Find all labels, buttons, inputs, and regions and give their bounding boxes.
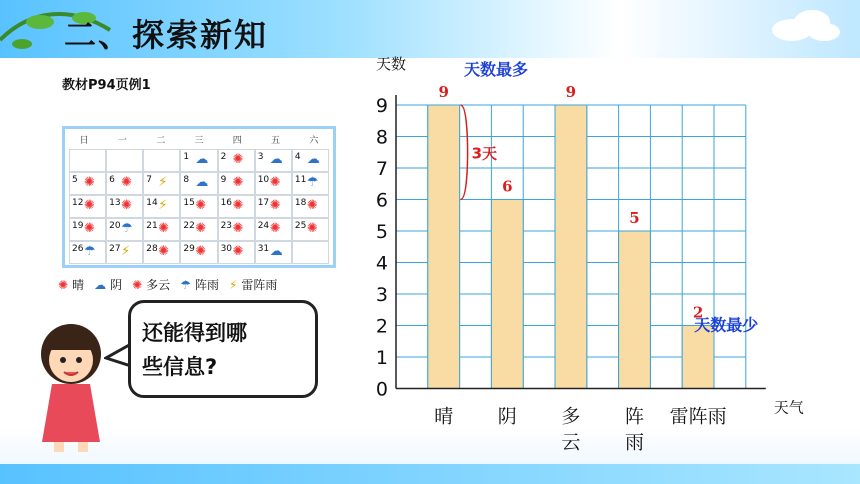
category-label: 雨: [624, 431, 645, 454]
category-label: 阴: [497, 405, 517, 428]
rain-icon: ☂: [121, 221, 133, 236]
day-number: 23: [220, 221, 233, 231]
legend-label: 多云: [146, 278, 171, 292]
day-number: 28: [146, 244, 158, 254]
sun-icon: ✺: [195, 221, 207, 236]
day-number: 4: [294, 152, 301, 162]
difference-brace: [461, 105, 468, 200]
bar-value-label: 6: [502, 177, 513, 196]
calendar-day-cell: [143, 172, 180, 195]
day-number: 19: [72, 221, 84, 231]
y-tick-label: 8: [375, 126, 388, 149]
calendar-day-cell: [180, 241, 217, 264]
calendar-day-cell: [255, 241, 292, 264]
day-number: 22: [183, 221, 195, 231]
sun-icon: ✺: [232, 175, 244, 190]
storm-icon: ⚡: [121, 244, 131, 259]
calendar-day-cell: [69, 241, 106, 264]
day-number: 21: [146, 221, 158, 231]
cloudy-icon: ☁: [269, 152, 283, 167]
weather-calendar: [62, 126, 336, 268]
sun-icon: ✺: [269, 221, 281, 236]
day-number: 27: [109, 244, 121, 254]
calendar-day-cell: [69, 149, 106, 172]
legend-label: 雷阵雨: [241, 278, 278, 292]
calendar-day-cell: [180, 149, 217, 172]
y-tick-label: 6: [375, 189, 388, 212]
calendar-day-cell: [143, 241, 180, 264]
day-number: 2: [220, 152, 227, 162]
category-label: 雷阵雨: [669, 405, 727, 428]
calendar-day-cell: [218, 195, 255, 218]
legend-label: 阵雨: [194, 278, 219, 292]
cloudy-icon: ☁: [94, 277, 107, 292]
calendar-day-cell: [218, 172, 255, 195]
max-annotation: 天数最多: [464, 60, 529, 79]
calendar-day-cell: [292, 218, 329, 241]
day-number: 31: [257, 244, 270, 254]
day-number: 8: [183, 175, 190, 185]
cloudy-icon: ☁: [195, 175, 209, 190]
legend-item: [180, 276, 219, 293]
calendar-day-cell: [106, 149, 143, 172]
bar: [555, 105, 587, 389]
sun-icon: ✺: [269, 198, 281, 213]
sun-icon: ✺: [121, 198, 133, 213]
weather-legend: [58, 276, 277, 293]
category-label: 阵: [624, 405, 645, 428]
bubble-line-2: 些信息?: [142, 355, 218, 379]
bubble-line-1: 还能得到哪: [142, 321, 247, 345]
sun-icon: ✺: [84, 221, 95, 236]
y-tick-label: 5: [375, 221, 388, 243]
sun-icon: ✺: [121, 175, 133, 190]
day-number: 16: [220, 198, 233, 208]
weekday-label: 四: [232, 135, 242, 146]
storm-icon: ⚡: [228, 277, 238, 292]
storm-icon: ⚡: [158, 175, 168, 190]
sun-icon: ✺: [84, 198, 95, 213]
day-number: 1: [183, 152, 190, 162]
calendar-day-cell: [106, 195, 143, 218]
y-tick-label: 4: [375, 252, 388, 275]
day-number: 13: [109, 198, 121, 208]
sun-icon: ✺: [84, 175, 95, 190]
calendar-day-cell: [255, 149, 292, 172]
textbook-reference: 教材P94页例1: [62, 78, 151, 93]
calendar-day-cell: [292, 149, 329, 172]
y-axis-label: 天数: [376, 55, 407, 73]
legend-item: [58, 276, 84, 293]
day-number: 12: [72, 198, 84, 208]
calendar-day-cell: [255, 172, 292, 195]
category-label: 云: [561, 431, 581, 454]
sun-icon: ✺: [195, 244, 207, 259]
calendar-weekday-header: [65, 129, 333, 149]
weekday-label: 日: [79, 135, 89, 146]
weekday-label: 二: [156, 135, 166, 146]
day-number: 5: [72, 175, 78, 185]
y-tick-label: 0: [375, 378, 388, 401]
weekday-label: 三: [194, 135, 204, 146]
sun-icon: ✺: [269, 175, 281, 190]
rain-icon: ☂: [180, 277, 191, 292]
rain-icon: ☂: [84, 244, 96, 259]
day-number: 7: [146, 175, 153, 185]
day-number: 25: [294, 221, 307, 231]
calendar-day-cell: [218, 218, 255, 241]
legend-label: 晴: [72, 278, 85, 292]
calendar-day-cell: [218, 241, 255, 264]
day-number: 9: [220, 175, 227, 185]
bar: [428, 105, 460, 389]
cloudy-icon: ☁: [306, 152, 320, 167]
bar-value-label: 9: [438, 83, 449, 101]
bar-value-label: 9: [565, 83, 577, 101]
bar: [682, 326, 714, 389]
y-tick-label: 7: [375, 158, 388, 180]
calendar-grid: [69, 149, 329, 264]
day-number: 11: [294, 175, 307, 185]
min-annotation: 天数最少: [694, 315, 759, 335]
bar-value-label: 5: [629, 209, 640, 227]
day-number: 18: [294, 198, 307, 208]
sun-icon: ✺: [306, 221, 318, 236]
footer-banner: [0, 464, 860, 484]
legend-item: [94, 276, 122, 293]
calendar-day-cell: [180, 195, 217, 218]
weather-bar-chart: [364, 42, 844, 462]
x-axis-label: 天气: [773, 398, 804, 417]
sun-icon: ✺: [232, 244, 244, 259]
calendar-day-cell: [255, 195, 292, 218]
day-number: 17: [257, 198, 270, 208]
calendar-day-cell: [106, 172, 143, 195]
calendar-day-cell: [255, 218, 292, 241]
rain-icon: ☂: [306, 175, 319, 190]
day-number: 24: [257, 221, 270, 231]
bar: [619, 231, 651, 389]
day-number: 20: [109, 221, 121, 231]
category-label: 晴: [434, 405, 454, 428]
calendar-day-cell: [106, 241, 143, 264]
calendar-day-cell: [143, 195, 180, 218]
weekday-label: 六: [309, 135, 319, 146]
girl-illustration: [34, 320, 108, 454]
y-tick-label: 9: [375, 95, 388, 117]
sun-icon: ✺: [232, 221, 244, 236]
day-number: 6: [109, 175, 115, 185]
calendar-day-cell: [180, 218, 217, 241]
day-number: 10: [257, 175, 270, 185]
calendar-day-cell: [106, 218, 143, 241]
day-number: 15: [183, 198, 195, 208]
sun-icon: ✺: [158, 244, 170, 259]
day-number: 14: [146, 198, 158, 208]
day-number: 26: [72, 244, 84, 254]
y-tick-label: 3: [375, 284, 388, 306]
cloudy-icon: ☁: [195, 152, 209, 167]
section-title: 二、探索新知: [64, 16, 269, 54]
weekday-label: 一: [117, 135, 127, 146]
sun-icon: ✺: [232, 198, 244, 213]
sun-icon: ✺: [306, 198, 318, 213]
bar: [491, 200, 523, 389]
y-tick-label: 1: [375, 347, 388, 369]
calendar-day-cell: [218, 149, 255, 172]
sun-icon: ✺: [232, 152, 244, 167]
legend-item: [132, 276, 170, 293]
sun-icon: ✺: [158, 221, 170, 236]
legend-item: [229, 276, 277, 293]
storm-icon: ⚡: [158, 198, 168, 213]
day-number: 29: [183, 244, 195, 254]
speech-bubble-text: [142, 316, 312, 384]
calendar-day-cell: [292, 241, 329, 264]
calendar-day-cell: [292, 195, 329, 218]
category-label: 多: [561, 405, 581, 428]
calendar-day-cell: [69, 172, 106, 195]
day-number: 3: [257, 152, 264, 162]
sun-icon: ✺: [58, 277, 69, 292]
y-tick-label: 2: [375, 315, 388, 338]
sun-icon: ✺: [132, 277, 143, 292]
cloudy-icon: ☁: [269, 244, 283, 259]
weekday-label: 五: [271, 135, 281, 146]
sun-icon: ✺: [195, 198, 207, 213]
cloud-icon: [768, 8, 842, 42]
calendar-day-cell: [69, 218, 106, 241]
calendar-day-cell: [69, 195, 106, 218]
difference-label: 3天: [471, 144, 498, 163]
bar-value-label: 2: [692, 303, 704, 322]
calendar-day-cell: [292, 172, 329, 195]
day-number: 30: [220, 244, 233, 254]
legend-label: 阴: [110, 278, 123, 292]
calendar-day-cell: [143, 149, 180, 172]
calendar-day-cell: [180, 172, 217, 195]
calendar-day-cell: [143, 218, 180, 241]
